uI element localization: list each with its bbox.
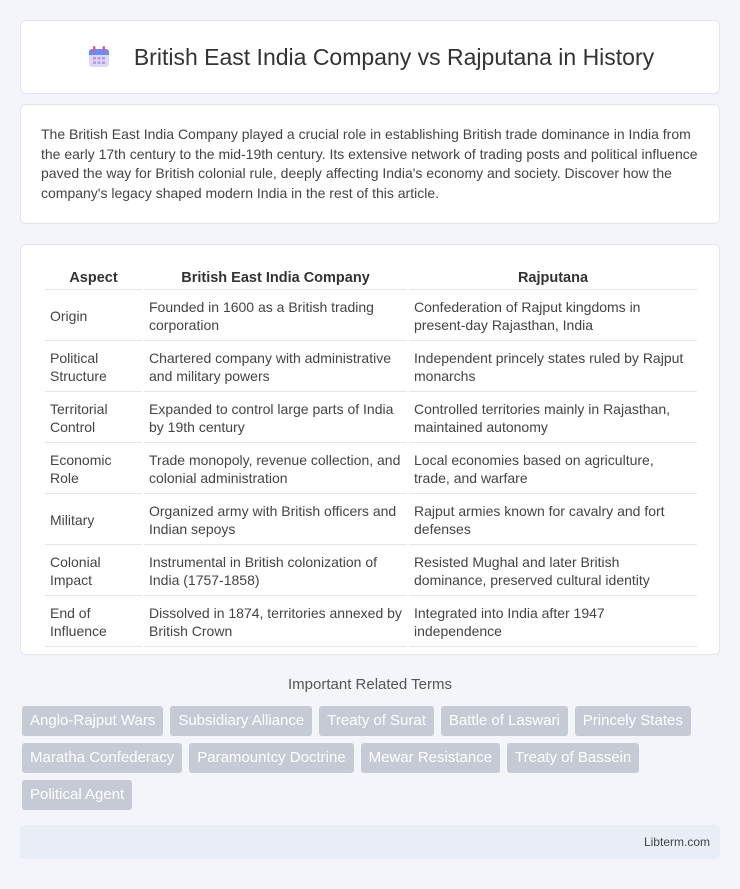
cell-british-east-india-company: Expanded to control large parts of India by 19th century [144,394,407,443]
tag-anglo-rajput-wars[interactable]: Anglo-Rajput Wars [22,706,163,736]
cell-aspect: Territorial Control [45,394,142,443]
cell-aspect: Colonial Impact [45,547,142,596]
cell-rajputana: Independent princely states ruled by Rajput monarchs [409,343,697,392]
cell-aspect: Political Structure [45,343,142,392]
related-terms-list [22,706,722,810]
tag-treaty-of-surat[interactable]: Treaty of Surat [319,706,434,736]
cell-rajputana: Integrated into India after 1947 independence [409,598,697,647]
column-header-rajputana: Rajputana [409,267,697,290]
table-row [45,292,697,341]
tag-mewar-resistance[interactable]: Mewar Resistance [361,743,500,773]
cell-rajputana: Rajput armies known for cavalry and fort defenses [409,496,697,545]
table-row [45,598,697,647]
intro-paragraph: The British East India Company played a crucial role in establishing British trade dominance in India from the early 17th century to the mid-19th century. Its extensive network of trading posts and political influence paved the way for British colonial rule, deeply affecting India's economy and society. Discover how the company's legacy shaped modern India in the rest of this article. [41,126,698,201]
column-header-british-east-india-company: British East India Company [144,267,407,290]
page-title: British East India Company vs Rajputana in History [133,43,655,70]
cell-rajputana: Resisted Mughal and later British dominance, preserved cultural identity [409,547,697,596]
cell-rajputana: Controlled territories mainly in Rajasthan, maintained autonomy [409,394,697,443]
cell-british-east-india-company: Instrumental in British colonization of India (1757-1858) [144,547,407,596]
column-header-aspect: Aspect [45,267,142,290]
tag-battle-of-laswari[interactable]: Battle of Laswari [441,706,568,736]
title-card [20,20,720,94]
table-header-row [45,267,697,290]
cell-aspect: Military [45,496,142,545]
table-row [45,547,697,596]
cell-british-east-india-company: Trade monopoly, revenue collection, and colonial administration [144,445,407,494]
tag-political-agent[interactable]: Political Agent [22,780,132,810]
footer [20,825,720,859]
cell-british-east-india-company: Chartered company with administrative and military powers [144,343,407,392]
comparison-table [43,265,699,649]
calendar-icon [86,44,112,70]
tag-treaty-of-bassein[interactable]: Treaty of Bassein [507,743,639,773]
cell-aspect: End of Influence [45,598,142,647]
cell-british-east-india-company: Dissolved in 1874, territories annexed by British Crown [144,598,407,647]
table-row [45,343,697,392]
cell-aspect: Origin [45,292,142,341]
cell-rajputana: Confederation of Rajput kingdoms in present-day Rajasthan, India [409,292,697,341]
tag-subsidiary-alliance[interactable]: Subsidiary Alliance [170,706,312,736]
cell-british-east-india-company: Organized army with British officers and Indian sepoys [144,496,407,545]
tag-princely-states[interactable]: Princely States [575,706,691,736]
tag-paramountcy-doctrine[interactable]: Paramountcy Doctrine [189,743,353,773]
table-row [45,445,697,494]
table-row [45,496,697,545]
intro-card [20,104,720,224]
cell-british-east-india-company: Founded in 1600 as a British trading corporation [144,292,407,341]
tag-maratha-confederacy[interactable]: Maratha Confederacy [22,743,182,773]
footer-site-link[interactable]: Libterm.com [643,835,710,849]
cell-aspect: Economic Role [45,445,142,494]
comparison-table-card [20,244,720,655]
cell-rajputana: Local economies based on agriculture, trade, and warfare [409,445,697,494]
related-terms-heading: Important Related Terms [288,676,452,693]
table-row [45,394,697,443]
